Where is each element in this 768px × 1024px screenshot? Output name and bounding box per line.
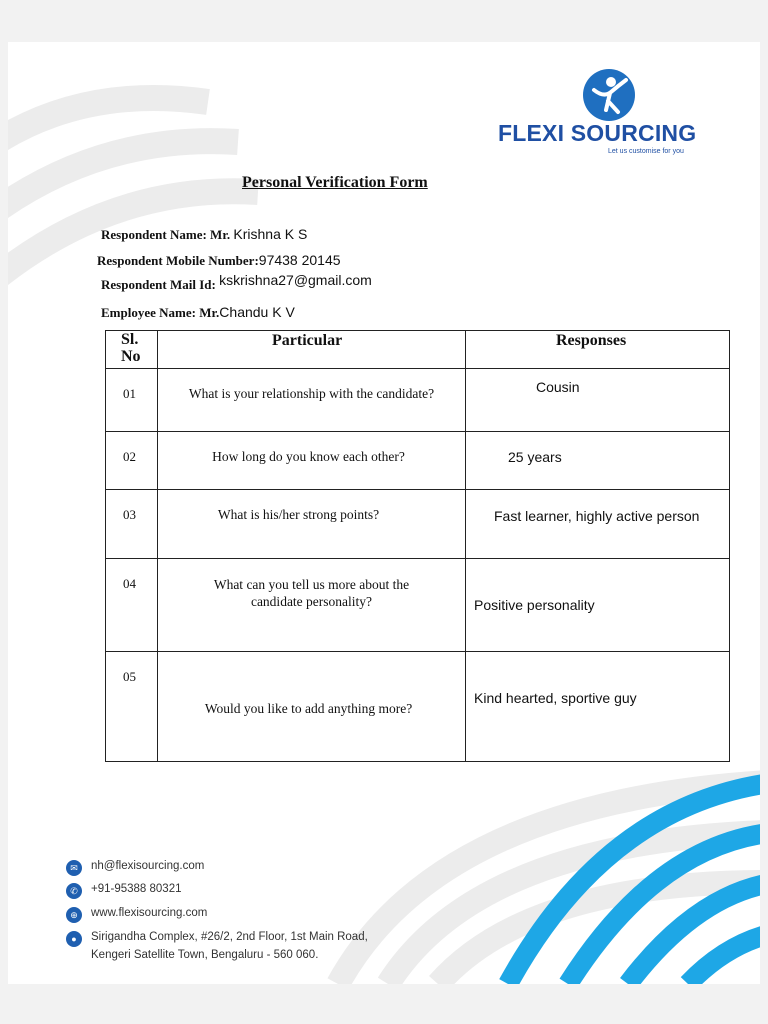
- respondent-mail-field: [101, 272, 372, 293]
- row-question: How long do you know each other?: [158, 432, 466, 490]
- form-title: Personal Verification Form: [242, 174, 428, 191]
- verification-table: [105, 330, 730, 762]
- contact-phone-text: +91-95388 80321: [91, 883, 182, 895]
- employee-name-field: [101, 304, 295, 321]
- header-sl-no: [106, 331, 158, 369]
- respondent-name-field: [101, 226, 307, 243]
- logo-person-icon: [582, 68, 636, 122]
- respondent-name-label: Respondent Name: Mr.: [101, 227, 231, 242]
- row-question: [158, 559, 466, 652]
- table-row: [106, 652, 730, 762]
- header-sl-line1: Sl.: [121, 331, 139, 348]
- table-row: [106, 369, 730, 432]
- globe-icon: ⊕: [66, 907, 82, 923]
- location-pin-icon: ●: [66, 931, 82, 947]
- employee-name-label: Employee Name: Mr.: [101, 305, 220, 320]
- table-row: [106, 490, 730, 559]
- row-response: Fast learner, highly active person: [466, 490, 730, 559]
- logo-tagline: Let us customise for you: [608, 148, 684, 155]
- document-page: [8, 42, 760, 984]
- respondent-mail-label: Respondent Mail Id:: [101, 277, 216, 292]
- company-logo: [498, 68, 718, 158]
- respondent-mobile-field: [97, 252, 341, 269]
- row-question: Would you like to add anything more?: [158, 652, 466, 762]
- header-particular: Particular: [158, 331, 466, 369]
- logo-wordmark: FLEXI SOURCING: [498, 120, 697, 146]
- row-question: What is his/her strong points?: [158, 490, 466, 559]
- respondent-mobile-value: 97438 20145: [258, 252, 341, 268]
- respondent-name-value: Krishna K S: [233, 226, 308, 242]
- row-question: What is your relationship with the candidate?: [158, 369, 466, 432]
- respondent-mail-value: kskrishna27@gmail.com: [219, 272, 372, 288]
- row-question-line1: What can you tell us more about the: [213, 577, 410, 592]
- row-response: 25 years: [466, 432, 730, 490]
- row-response: Kind hearted, sportive guy: [466, 652, 730, 762]
- row-sl: 04: [106, 559, 158, 652]
- contact-email-text: nh@flexisourcing.com: [91, 860, 205, 872]
- phone-icon: ✆: [66, 883, 82, 899]
- row-sl: 02: [106, 432, 158, 490]
- table-header-row: [106, 331, 730, 369]
- contact-website-text: www.flexisourcing.com: [91, 907, 208, 919]
- header-responses: Responses: [466, 331, 730, 369]
- row-response: Positive personality: [466, 559, 730, 652]
- row-question-line2: candidate personality?: [250, 594, 373, 609]
- row-sl: 03: [106, 490, 158, 559]
- employee-name-value: Chandu K V: [219, 304, 295, 320]
- table-row: [106, 432, 730, 490]
- row-sl: 05: [106, 652, 158, 762]
- header-sl-line2: No: [121, 348, 141, 365]
- mail-icon: ✉: [66, 860, 82, 876]
- row-sl: 01: [106, 369, 158, 432]
- contact-address-line2: Kengeri Satellite Town, Bengaluru - 560 060.: [91, 949, 319, 961]
- contact-address-line1: Sirigandha Complex, #26/2, 2nd Floor, 1st Main Road,: [91, 931, 368, 943]
- respondent-mobile-label: Respondent Mobile Number:: [97, 253, 259, 268]
- row-response: Cousin: [466, 369, 730, 432]
- table-row: [106, 559, 730, 652]
